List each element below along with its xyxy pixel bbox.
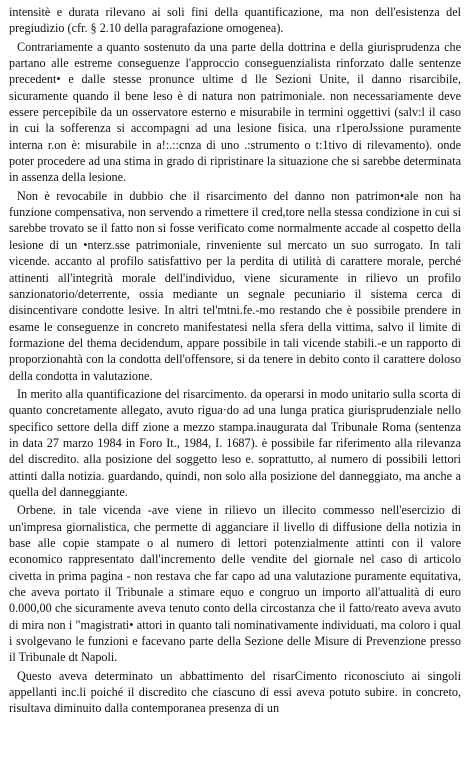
- paragraph-abbattimento: Questo aveva determinato un abbattimento del risarCimento riconosciuto ai singoli appellanti inc.li poiché il discredito che ciascuno di essi aveva potuto subire. in concreto, risultava diminuito dalla contemporanea presenza di un: [9, 668, 461, 716]
- paragraph-quantificazione: In merito alla quantificazione del risarcimento. da operarsi in modo unitario sulla scorta di quanto concretamente allegato, avuto rigua·do ad una lunga pratica giurisprudenziale nello specifico settore della diff zione a mezzo stampa.inaugurata dal Tribunale Roma (sentenza in data 27 marzo 1984 in Foro It., 1984, I. 1687). è possibile far riferimento alla rilevanza del discredito. alla posizione del soggetto leso e. soprattutto, al numero di possibili lettori attinti dalla notizia. guardando, quindi, non solo alla posizione del danneggiato, ma anche a quella del danneggiante.: [9, 386, 461, 499]
- paragraph-intro-continuation: intensitè e durata rilevano ai soli fini della quantificazione, ma non dell'esistenza del pregiudizio (cfr. § 2.10 della paragrafazione omogenea).: [9, 5, 461, 36]
- paragraph-non-revocabile: Non è revocabile in dubbio che il risarcimento del danno non patrimon•ale non ha funzione compensativa, non servendo a rimettere il cred,tore nella stessa condizione in cui si sarebbe trovato se il fatto non si fosse verificato come normalmente accade al cospetto della lesione di un •nterz.sse patrimoniale, rinveniente sul mercato un suo surrogato. In tali vicende. accanto al profilo satisfattivo per la perdita di utilità di carattere morale, perché attinenti all'integrità morale dell'individuo, viene sicuramente in rilievo un profilo sanzionatorio/deterrente, ossia mediante un segnale pecuniario il sistema cerca di disincentivare condotte lesive. In altri tel'mtni.fe.-mo restando che è possibile prendere in esame le conseguenze in concreto manifestatesi nella sfera della vittima, salvo il limite di formazione del thema decidendum, appare possibile in tali vicende stabili.-e un rapporto di proporzionahtà con la condotta dell'offensore, si da tenere in debito conto il carattere doloso della condotta in valutazione.: [9, 188, 461, 383]
- paragraph-orbene: Orbene. in tale vicenda -ave viene in rilievo un illecito commesso nell'esercizio di un'impresa giornalistica, che permette di agganciare il livello di diffusione della notizia in base alle copie stampate o al numero di lettori potenzialmente attinti con il valore economico rappresentato dall'incremento delle vendite del giornale nel caso di articolo civetta in prima pagina - non restava che far capo ad una valutazione puramente equitativa, che aveva portato il Tribunale a stimare equo e congruo un importo all'attualità di euro 0.000,00 che sicuramente aveva tenuto conto della circostanza che il fatto/reato aveva avuto di mira non i "magistrati• attori in quanto tali nominativamente individuati, ma coloro i qual i svolgevano le funzioni e facevano parte della Sezione delle Misure di Prevenzione presso il Tribunale dt Napoli.: [9, 503, 461, 665]
- paragraph-contrariamente: Contrariamente a quanto sostenuto da una parte della dottrina e della giurisprudenza che partano alle estreme conseguenze l'approccio conseguenzialista rinforzato dalle sentenze precedent• e dalle stesse pronunce ultime d lle Sezioni Unite, il danno risarcibile, sicuramente quando il bene leso è di natura non patrimoniale. non necessariamente deve essere percepibile da un osservatore esterno e misurabile in termini oggettivi (salv:l il caso in cui la sofferenza si accompagni ad una lesione fisica. una r1peroJssione puramente interna r.on è: misurabile in a!:.::cnza di uno .:strumento o t:1tivo di rilevamento). onde poter procedere ad una stima in grado di ripristinare la situazione che si sarebbe determinata in assenza della lesione.: [9, 39, 461, 185]
